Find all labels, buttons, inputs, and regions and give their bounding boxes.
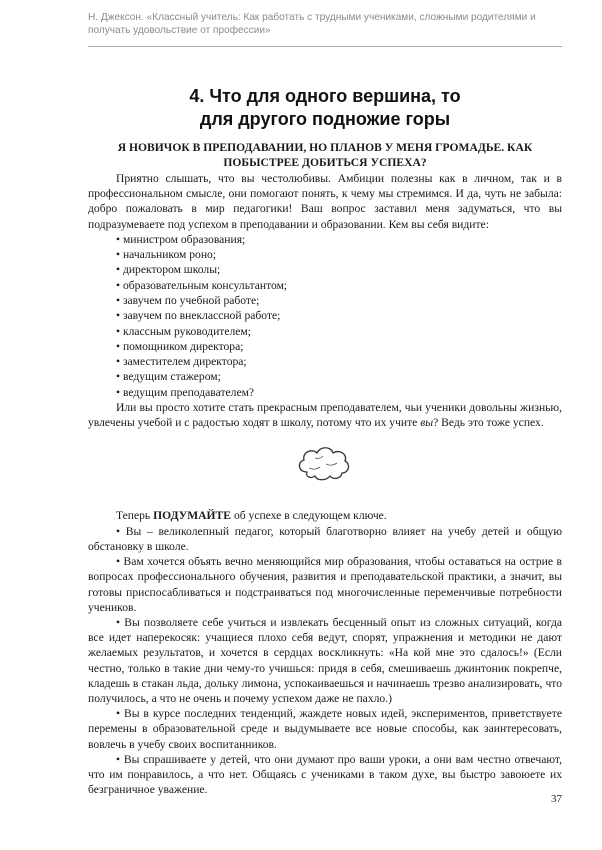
page-number: 37 [551, 793, 562, 805]
question-heading-line-1: Я НОВИЧОК В ПРЕПОДАВАНИИ, НО ПЛАНОВ У МЕНЯ ГРОМАДЬЕ. КАК [117, 141, 533, 154]
alt-paragraph-emphasis: вы [420, 416, 434, 430]
roles-list [88, 232, 562, 400]
think-prefix: Теперь [116, 509, 151, 523]
think-cloud-area [88, 430, 562, 508]
list-item: • классным руководителем; [116, 324, 251, 338]
running-header: Н. Джексон. «Классный учитель: Как работать с трудными учениками, сложными родителями и получать удовольствие от профессии» [88, 12, 536, 36]
chapter-title [88, 85, 562, 131]
think-suffix: об успехе в следующем ключе. [233, 509, 387, 523]
chapter-title-line-2: для другого подножие горы [199, 109, 451, 129]
list-item: • помощником директора; [116, 339, 244, 353]
list-item: • директором школы; [116, 263, 221, 277]
list-item: • образовательным консультантом; [116, 278, 288, 292]
header-rule [88, 46, 562, 47]
alt-paragraph-ending: ? Ведь это тоже успех. [433, 416, 544, 430]
thought-cloud-icon [293, 442, 353, 486]
point-paragraph: • Вы позволяете себе учиться и извлекать бесценный опыт из сложных ситуаций, когда все идет наперекосяк: учащиеся плохо себя ведут, спорят, упражнения и методики не дают желаемых результатов, и хочется в сердцах воскликнуть: «На кой мне это сдалось!» (Если честно, только в такие дни чему-то учишься: придя в себя, смешиваешь джинтоник покрепче, кладешь в стакан льда, дольку лимона, успокаиваешься и начинаешь трезво анализировать, что получилось, а что не очень и почему успехом даже не пахло.) [88, 615, 562, 705]
page-body [88, 140, 562, 797]
list-item: • начальником роно; [116, 248, 217, 262]
alt-paragraph [88, 400, 562, 430]
chapter-title-line-1: 4. Что для одного вершина, то [189, 86, 461, 106]
point-paragraph: • Вы в курсе последних тенденций, жаждете новых идей, экспериментов, приветствуете перемены в образовательной среде и выдумываете все новые способы, как заинтересовать, вовлечь в учебу своих воспитанников. [88, 707, 562, 751]
point-paragraph: • Вы спрашиваете у детей, что они думают про ваши уроки, а они вам честно отвечают, что им понравилось, а что нет. Общаясь с учениками в таком духе, вы быстро завоюете их безграничное уважение. [88, 752, 562, 797]
question-heading [88, 140, 562, 170]
list-item: • ведущим стажером; [116, 370, 221, 384]
list-item: • завучем по внеклассной работе; [116, 309, 281, 323]
question-heading-line-2: ПОБЫСТРЕЕ ДОБИТЬСЯ УСПЕХА? [223, 156, 427, 169]
think-paragraph [88, 508, 562, 523]
list-item: • завучем по учебной работе; [116, 294, 260, 307]
list-item: • заместителем директора; [116, 355, 247, 369]
alt-paragraph-text: Или вы просто хотите стать прекрасным преподавателем, чьи ученики довольны жизнью, увлечены учебой и с радостью ходят в школу, потому что их учите [88, 401, 562, 430]
list-item: • ведущим преподавателем? [116, 385, 255, 399]
intro-paragraph: Приятно слышать, что вы честолюбивы. Амбиции полезны как в личном, так и в профессиональном смысле, они помогают понять, к чему мы стремимся. И да, чуть не забыла: добро пожаловать в мир педагогики! Ваш вопрос заставил меня задуматься, что вы подразумеваете под успехом в преподавании и образовании. Кем вы себя видите: [88, 172, 562, 231]
point-paragraph: • Вам хочется объять вечно меняющийся мир образования, чтобы оставаться на острие в вопросах профессионального обучения, развития и преподавательской практики, а значит, вы готовы приспосабливаться и подстраиваться под многочисленные переменчивые потребности учеников. [88, 555, 562, 614]
list-item: • министром образования; [116, 232, 246, 246]
point-paragraph: • Вы – великолепный педагог, который благотворно влияет на учебу детей и общую обстановку в школе. [88, 524, 562, 553]
think-keyword: ПОДУМАЙТЕ [153, 509, 232, 523]
